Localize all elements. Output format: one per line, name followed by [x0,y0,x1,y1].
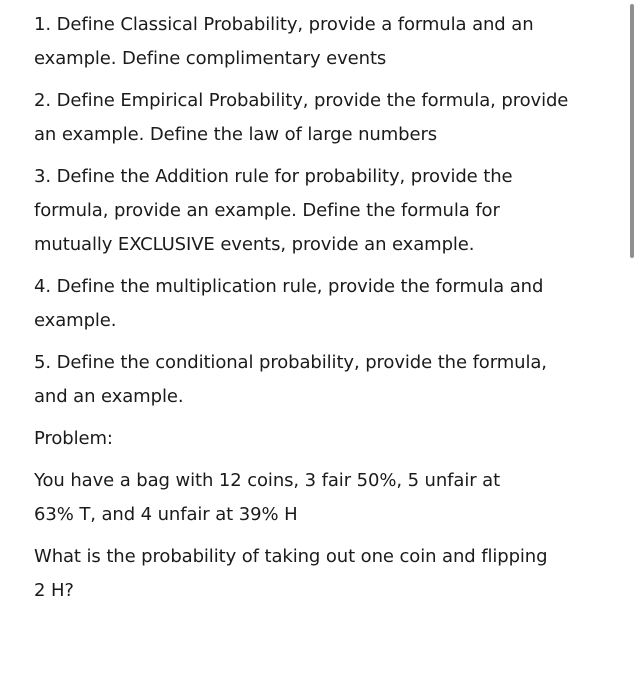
question-item-5 [34,346,604,414]
problem-statement [34,464,604,532]
text-line: What is the probability of taking out one coin and flipping [34,546,548,567]
problem-heading [34,422,604,456]
text-line: 1. Define Classical Probability, provide a formula and an [34,14,534,35]
text-line: 63% T, and 4 unfair at 39% H [34,504,298,525]
text-line: Problem: [34,428,113,449]
text-line: example. [34,310,117,331]
text-line: an example. Define the law of large numbers [34,124,438,145]
text-line: You have a bag with 12 coins, 3 fair 50%, 5 unfair at [34,470,501,491]
question-item-3 [34,160,604,262]
scrollbar-thumb[interactable] [630,4,634,258]
text-line: 2 H? [34,580,74,601]
question-item-2 [34,84,604,152]
problem-question [34,540,604,608]
question-item-4 [34,270,604,338]
text-line: 2. Define Empirical Probability, provide the formula, provide [34,90,569,111]
text-line: 5. Define the conditional probability, provide the formula, [34,352,547,373]
text-line: 3. Define the Addition rule for probability, provide the [34,166,513,187]
text-line: mutually EXCLUSIVE events, provide an example. [34,234,475,255]
text-line: 4. Define the multiplication rule, provide the formula and [34,276,544,297]
text-line: example. Define complimentary events [34,48,387,69]
document-content [34,8,604,616]
text-line: formula, provide an example. Define the formula for [34,200,500,221]
question-item-1 [34,8,604,76]
text-line: and an example. [34,386,184,407]
